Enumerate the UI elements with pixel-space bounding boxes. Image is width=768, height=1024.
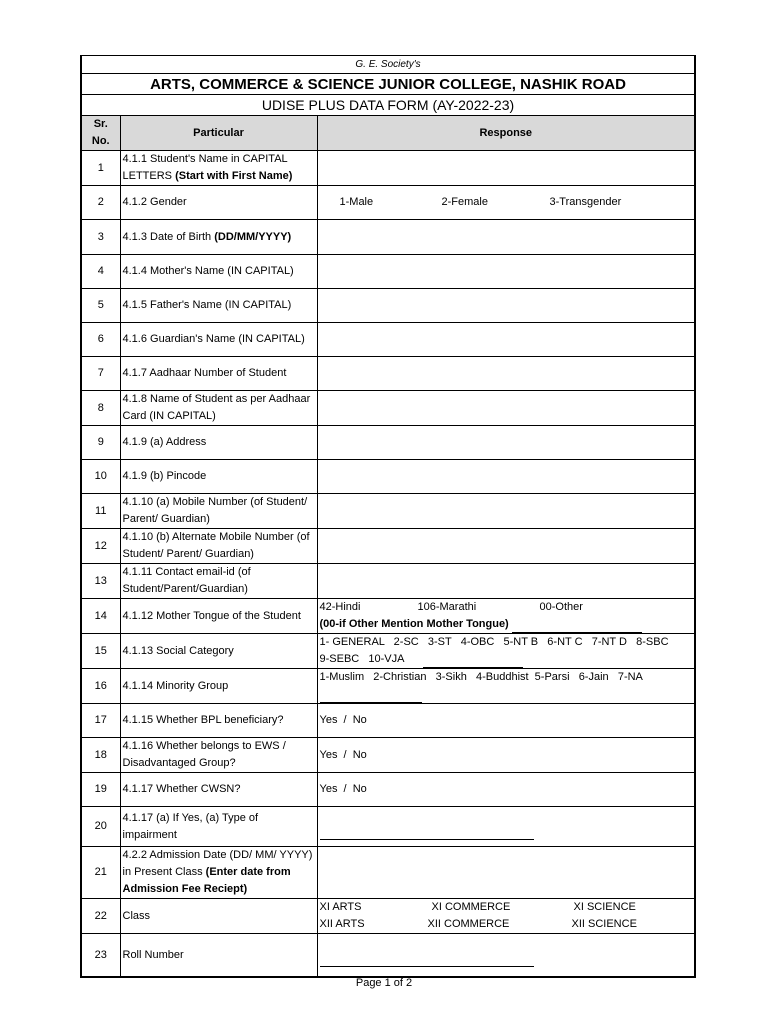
- response-field[interactable]: [317, 599, 695, 634]
- row-label: 4.1.9 (a) Address: [120, 426, 317, 460]
- table-row: [81, 460, 695, 494]
- row-number: 13: [81, 564, 120, 599]
- mother-tongue-option[interactable]: 00-Other: [539, 601, 583, 613]
- minority-group-blank[interactable]: [320, 690, 422, 703]
- table-row: [81, 564, 695, 599]
- response-field[interactable]: [317, 899, 695, 934]
- row-label: 4.1.14 Minority Group: [120, 669, 317, 704]
- row-number: 5: [81, 289, 120, 323]
- row-label: 4.2.2 Admission Date (DD/ MM/ YYYY) in Present Class (Enter date from Admission Fee Reciept): [120, 847, 317, 899]
- udise-form-table: [80, 55, 696, 978]
- response-field[interactable]: [317, 564, 695, 599]
- roll-number-blank[interactable]: [320, 954, 534, 967]
- table-row: [81, 151, 695, 186]
- form-title: UDISE PLUS DATA FORM (AY-2022-23): [81, 95, 695, 116]
- table-row: [81, 934, 695, 978]
- table-row: [81, 357, 695, 391]
- table-row: [81, 323, 695, 357]
- row-number: 20: [81, 807, 120, 847]
- yes-no-choice[interactable]: Yes / No: [317, 738, 695, 773]
- table-row: [81, 186, 695, 220]
- college-name: ARTS, COMMERCE & SCIENCE JUNIOR COLLEGE, NASHIK ROAD: [81, 74, 695, 95]
- response-field[interactable]: [317, 934, 695, 978]
- table-row: [81, 704, 695, 738]
- class-option[interactable]: XI COMMERCE: [431, 901, 511, 913]
- row-number: 15: [81, 634, 120, 669]
- page-number: Page 1 of 2: [355, 977, 413, 989]
- table-row: [81, 529, 695, 564]
- response-field[interactable]: [317, 289, 695, 323]
- response-field[interactable]: [317, 323, 695, 357]
- response-field[interactable]: [317, 151, 695, 186]
- row-number: 7: [81, 357, 120, 391]
- row-number: 19: [81, 773, 120, 807]
- row-number: 11: [81, 494, 120, 529]
- impairment-blank[interactable]: [320, 827, 534, 840]
- row-label: 4.1.5 Father's Name (IN CAPITAL): [120, 289, 317, 323]
- row-label: 4.1.13 Social Category: [120, 634, 317, 669]
- row-label: 4.1.10 (a) Mobile Number (of Student/ Parent/ Guardian): [120, 494, 317, 529]
- row-number: 8: [81, 391, 120, 426]
- table-row: [81, 773, 695, 807]
- response-field[interactable]: [317, 494, 695, 529]
- row-number: 22: [81, 899, 120, 934]
- table-row: [81, 220, 695, 255]
- response-field[interactable]: [317, 807, 695, 847]
- response-field[interactable]: [317, 220, 695, 255]
- table-row: [81, 255, 695, 289]
- row-number: 9: [81, 426, 120, 460]
- yes-no-choice[interactable]: Yes / No: [317, 773, 695, 807]
- mother-tongue-blank[interactable]: [512, 620, 642, 633]
- row-label: 4.1.4 Mother's Name (IN CAPITAL): [120, 255, 317, 289]
- social-category-blank[interactable]: [423, 655, 523, 668]
- column-header-response: Response: [317, 116, 695, 151]
- table-row: [81, 669, 695, 704]
- row-number: 6: [81, 323, 120, 357]
- row-label: Class: [120, 899, 317, 934]
- row-label: 4.1.2 Gender: [120, 186, 317, 220]
- table-row: [81, 289, 695, 323]
- row-label: 4.1.10 (b) Alternate Mobile Number (of Student/ Parent/ Guardian): [120, 529, 317, 564]
- gender-option[interactable]: 3-Transgender: [549, 196, 622, 208]
- class-option[interactable]: XII SCIENCE: [571, 918, 637, 930]
- class-option[interactable]: XI SCIENCE: [573, 901, 636, 913]
- row-number: 10: [81, 460, 120, 494]
- row-number: 4: [81, 255, 120, 289]
- yes-no-choice[interactable]: Yes / No: [317, 704, 695, 738]
- response-field[interactable]: [317, 529, 695, 564]
- row-label: 4.1.17 Whether CWSN?: [120, 773, 317, 807]
- row-label: 4.1.1 Student's Name in CAPITAL LETTERS (Start with First Name): [120, 151, 317, 186]
- response-field[interactable]: [317, 634, 695, 669]
- table-row: [81, 494, 695, 529]
- gender-option[interactable]: 1-Male: [339, 196, 374, 208]
- table-row: [81, 426, 695, 460]
- class-option[interactable]: XII COMMERCE: [427, 918, 510, 930]
- row-label: 4.1.6 Guardian's Name (IN CAPITAL): [120, 323, 317, 357]
- mother-tongue-option[interactable]: 106-Marathi: [417, 601, 477, 613]
- table-row: [81, 634, 695, 669]
- social-category-options[interactable]: 1- GENERAL 2-SC 3-ST 4-OBC 5-NT B 6-NT C 7-NT D 8-SBC: [319, 636, 669, 648]
- minority-group-options[interactable]: 1-Muslim 2-Christian 3-Sikh 4-Buddhist 5-Parsi 6-Jain 7-NA: [319, 671, 643, 683]
- row-label: 4.1.8 Name of Student as per Aadhaar Card (IN CAPITAL): [120, 391, 317, 426]
- row-number: 21: [81, 847, 120, 899]
- table-row: [81, 847, 695, 899]
- row-number: 14: [81, 599, 120, 634]
- column-header-particular: Particular: [120, 116, 317, 151]
- row-number: 17: [81, 704, 120, 738]
- mother-tongue-note: (00-if Other Mention Mother Tongue): [319, 618, 509, 630]
- response-field[interactable]: [317, 669, 695, 704]
- row-label: 4.1.12 Mother Tongue of the Student: [120, 599, 317, 634]
- society-name: G. E. Society's: [81, 56, 695, 74]
- row-number: 23: [81, 934, 120, 978]
- row-label: 4.1.17 (a) If Yes, (a) Type of impairment: [120, 807, 317, 847]
- gender-option[interactable]: 2-Female: [441, 196, 488, 208]
- row-number: 16: [81, 669, 120, 704]
- row-number: 1: [81, 151, 120, 186]
- table-row: [81, 807, 695, 847]
- column-header-sr: Sr. No.: [81, 116, 120, 151]
- row-label: 4.1.9 (b) Pincode: [120, 460, 317, 494]
- response-field[interactable]: [317, 426, 695, 460]
- response-field[interactable]: [317, 255, 695, 289]
- table-row: [81, 899, 695, 934]
- row-label: Roll Number: [120, 934, 317, 978]
- response-field[interactable]: [317, 847, 695, 899]
- table-row: [81, 599, 695, 634]
- response-field[interactable]: [317, 357, 695, 391]
- row-number: 18: [81, 738, 120, 773]
- row-label: 4.1.3 Date of Birth (DD/MM/YYYY): [120, 220, 317, 255]
- mother-tongue-option[interactable]: 42-Hindi: [319, 601, 361, 613]
- class-option[interactable]: XI ARTS: [319, 901, 362, 913]
- social-category-options[interactable]: 9-SEBC 10-VJA: [319, 653, 404, 665]
- class-option[interactable]: XII ARTS: [319, 918, 365, 930]
- row-label: 4.1.7 Aadhaar Number of Student: [120, 357, 317, 391]
- table-row: [81, 391, 695, 426]
- row-number: 3: [81, 220, 120, 255]
- row-number: 12: [81, 529, 120, 564]
- row-label: 4.1.16 Whether belongs to EWS / Disadvantaged Group?: [120, 738, 317, 773]
- row-number: 2: [81, 186, 120, 220]
- row-label: 4.1.11 Contact email-id (of Student/Parent/Guardian): [120, 564, 317, 599]
- table-row: [81, 738, 695, 773]
- row-label: 4.1.15 Whether BPL beneficiary?: [120, 704, 317, 738]
- response-field[interactable]: [317, 460, 695, 494]
- response-field[interactable]: [317, 186, 695, 220]
- response-field[interactable]: [317, 391, 695, 426]
